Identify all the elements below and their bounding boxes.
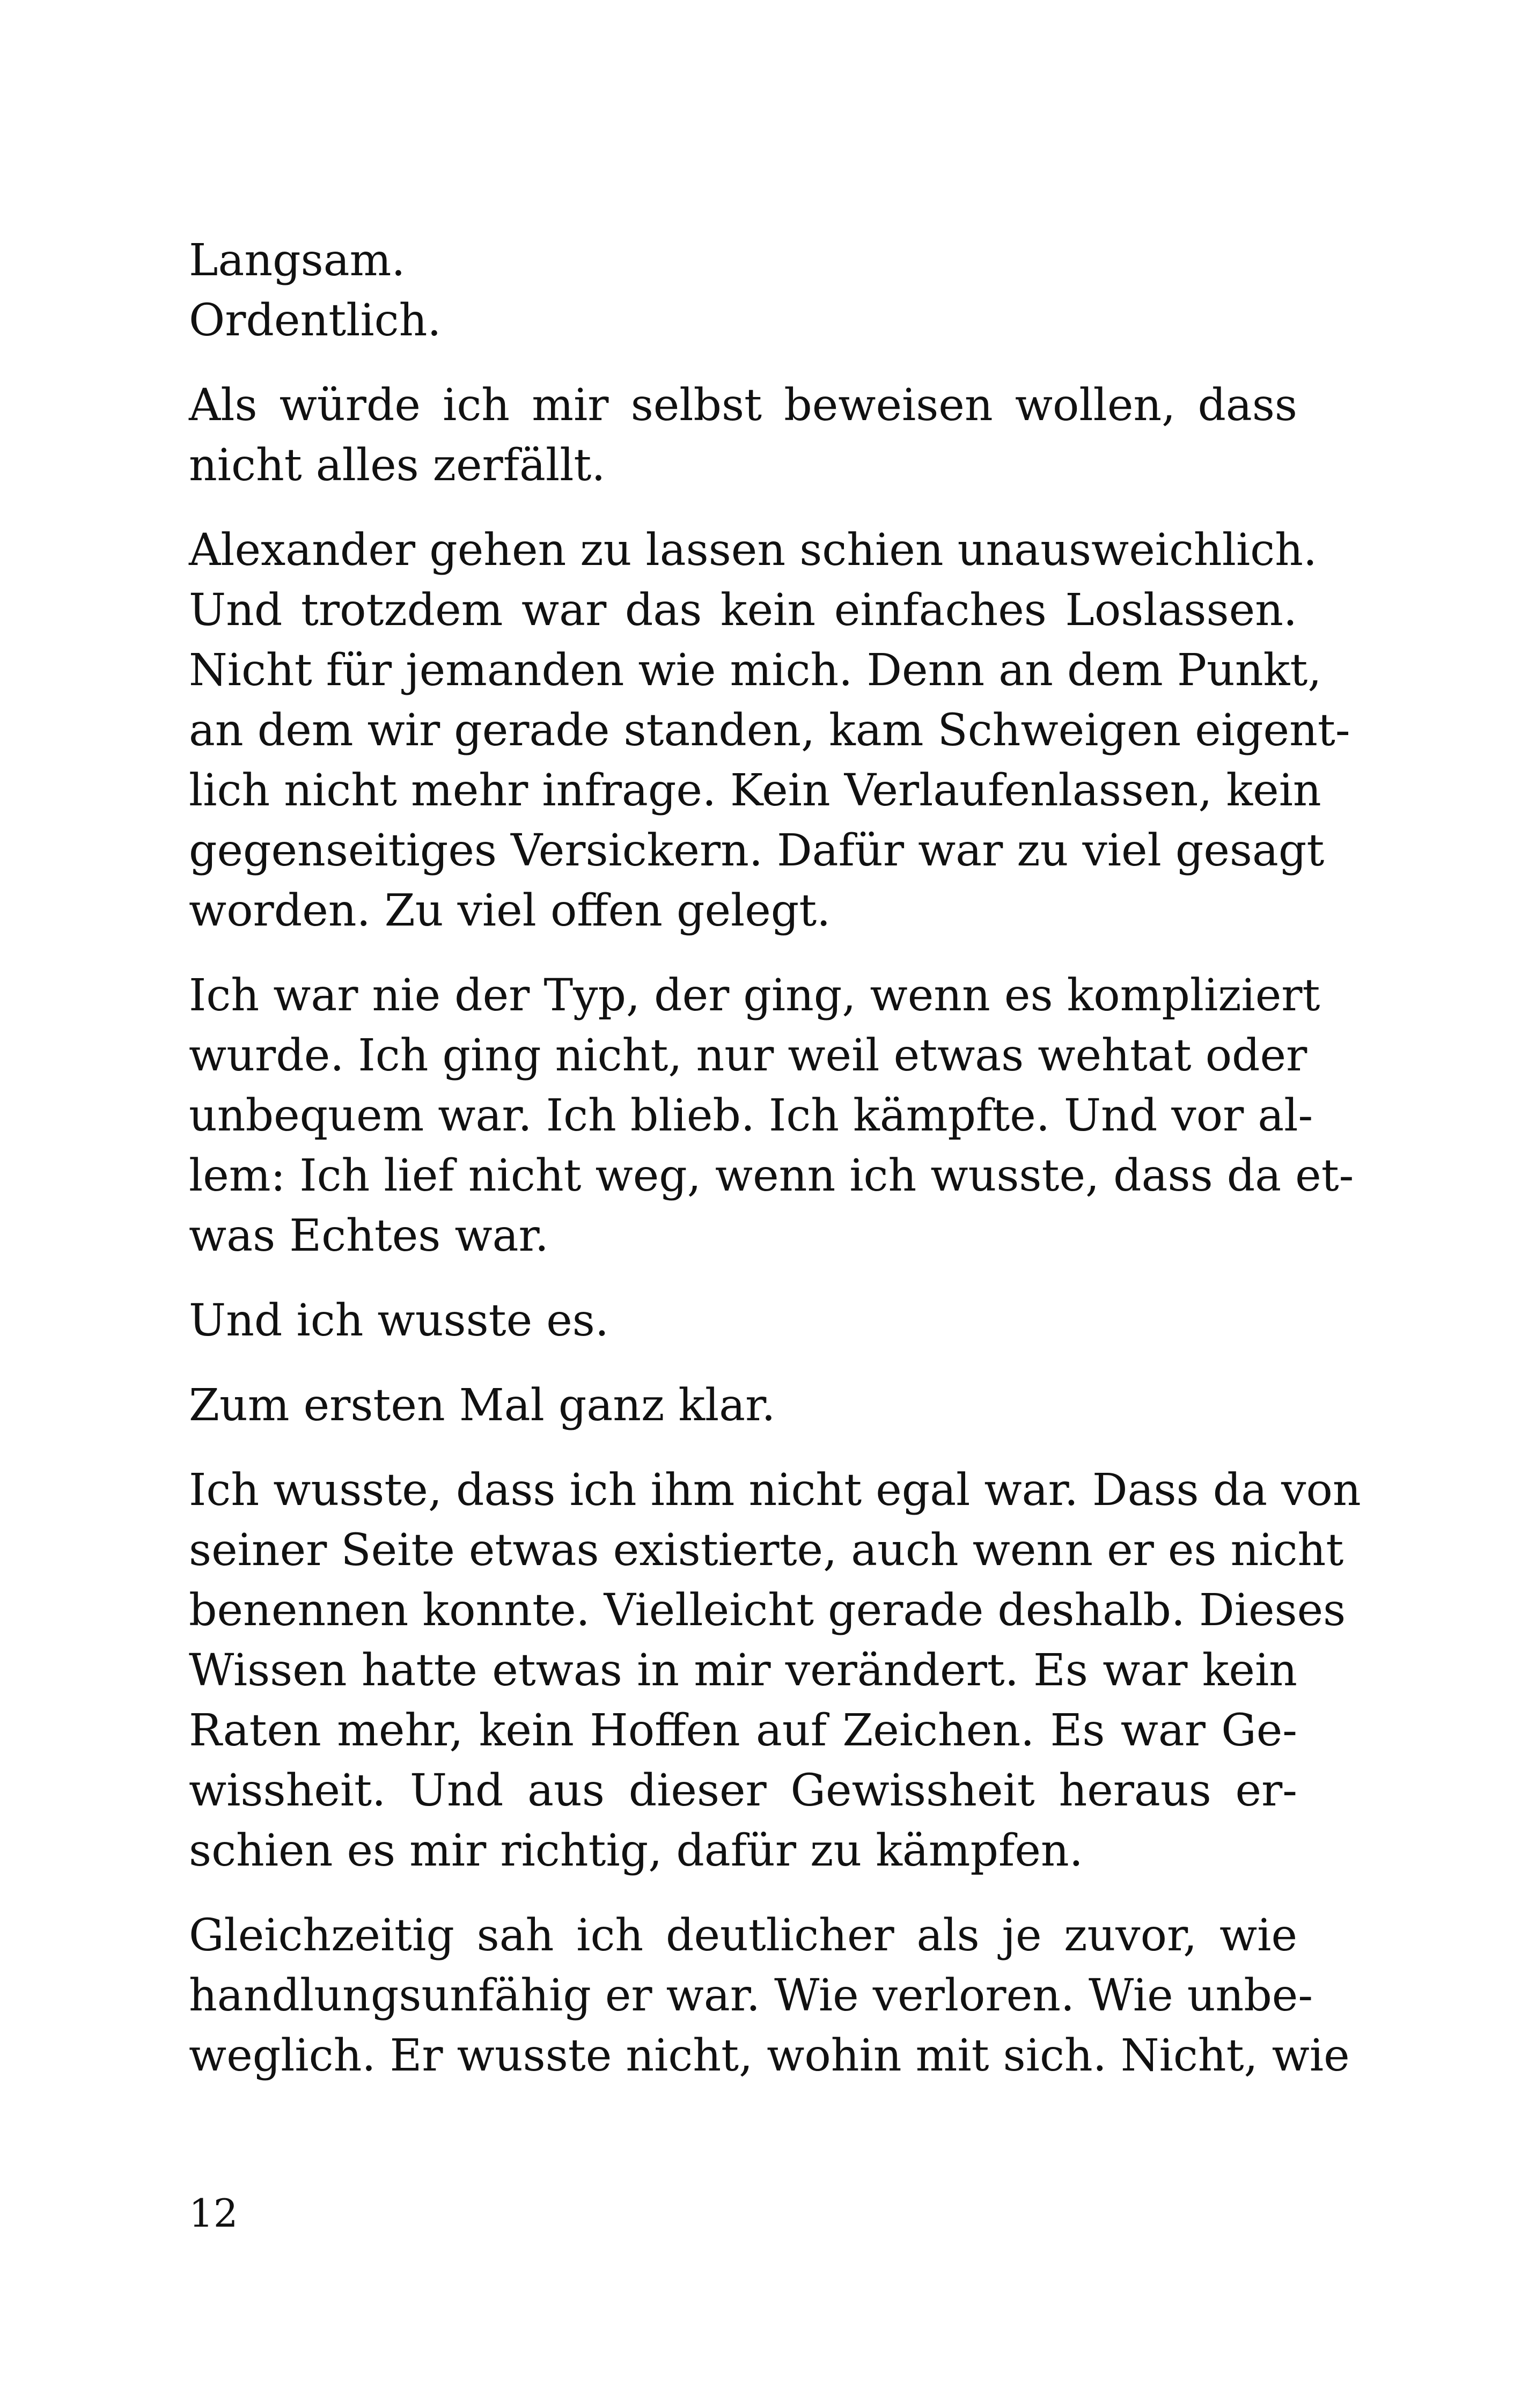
text-line: unbequem war. Ich blieb. Ich kämpfte. Und vor al-	[189, 1090, 1313, 1141]
text-line: lich nicht mehr infrage. Kein Verlaufenlassen, kein	[189, 765, 1321, 816]
body-text	[189, 231, 1361, 2111]
text-line: an dem wir gerade standen, kam Schweigen eigent-	[189, 705, 1350, 756]
text-line: wissheit. Und aus dieser Gewissheit heraus er-	[189, 1765, 1297, 1816]
paragraph-5	[189, 1291, 1297, 1351]
text-line: Ich wusste, dass ich ihm nicht egal war. Dass da von	[189, 1465, 1361, 1516]
text-line: Ordentlich.	[189, 295, 442, 346]
text-line: wurde. Ich ging nicht, nur weil etwas wehtat oder	[189, 1030, 1307, 1081]
paragraph-8	[189, 1906, 1350, 2086]
paragraph-2	[189, 376, 1297, 496]
paragraph-6	[189, 1376, 1297, 1436]
text-line: Langsam.	[189, 235, 406, 286]
paragraph-1	[189, 231, 1297, 351]
paragraph-4	[189, 966, 1354, 1266]
text-line: nicht alles zerfällt.	[189, 440, 606, 491]
text-line: Und ich wusste es.	[189, 1295, 609, 1346]
text-line: Und trotzdem war das kein einfaches Loslassen.	[189, 585, 1297, 636]
text-line: worden. Zu viel offen gelegt.	[189, 885, 831, 936]
text-line: Nicht für jemanden wie mich. Denn an dem Punkt,	[189, 645, 1322, 696]
text-line: Wissen hatte etwas in mir verändert. Es war kein	[189, 1645, 1297, 1696]
text-line: handlungsunfähig er war. Wie verloren. Wie unbe-	[189, 1970, 1313, 2021]
text-line: Als würde ich mir selbst beweisen wollen, dass	[189, 380, 1297, 431]
paragraph-3	[189, 520, 1350, 941]
paragraph-7	[189, 1460, 1361, 1881]
text-line: Raten mehr, kein Hoffen auf Zeichen. Es war Ge-	[189, 1705, 1297, 1756]
text-line: Ich war nie der Typ, der ging, wenn es kompliziert	[189, 970, 1320, 1021]
text-line: Gleichzeitig sah ich deutlicher als je zuvor, wie	[189, 1910, 1297, 1961]
text-line: gegenseitiges Versickern. Dafür war zu viel gesagt	[189, 825, 1325, 876]
text-line: schien es mir richtig, dafür zu kämpfen.	[189, 1825, 1083, 1876]
page-number: 12	[189, 2191, 238, 2236]
text-line: Alexander gehen zu lassen schien unausweichlich.	[189, 525, 1317, 576]
text-line: Zum ersten Mal ganz klar.	[189, 1380, 776, 1431]
text-line: lem: Ich lief nicht weg, wenn ich wusste, dass da et-	[189, 1150, 1354, 1201]
text-line: benennen konnte. Vielleicht gerade deshalb. Dieses	[189, 1585, 1346, 1636]
text-line: was Echtes war.	[189, 1210, 549, 1261]
text-line: weglich. Er wusste nicht, wohin mit sich. Nicht, wie	[189, 2030, 1350, 2081]
text-line: seiner Seite etwas existierte, auch wenn er es nicht	[189, 1525, 1344, 1576]
